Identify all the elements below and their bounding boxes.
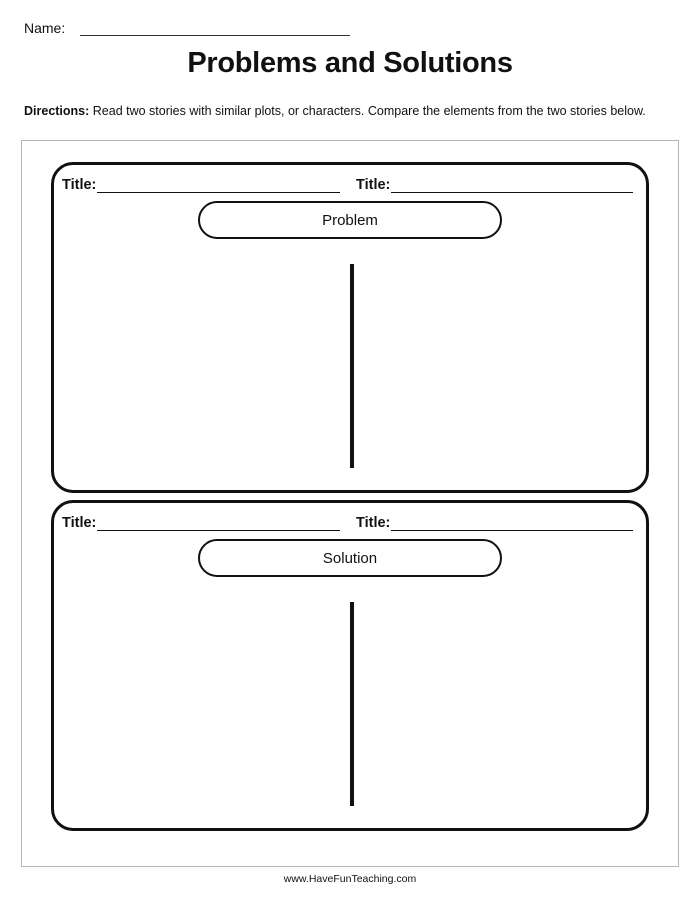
problem-heading: Problem [198,201,502,239]
page-title: Problems and Solutions [187,47,513,79]
story2-title-field[interactable] [356,177,633,193]
directions-text: Read two stories with similar plots, or characters. Compare the elements from the two stories below. [89,104,646,118]
directions-label: Directions: [24,104,90,118]
title-label: Title: [356,515,391,531]
story2-title-field[interactable] [356,515,633,531]
title-label: Title: [62,177,97,193]
directions [24,104,676,119]
panel-divider [350,264,354,468]
name-line[interactable] [80,35,350,36]
title-line[interactable] [97,178,340,193]
title-line[interactable] [97,516,340,531]
footer-website: www.HaveFunTeaching.com [283,873,417,885]
story1-title-field[interactable] [62,177,340,193]
story1-title-field[interactable] [62,515,340,531]
title-line[interactable] [391,178,633,193]
title-label: Title: [62,515,97,531]
solution-panel [51,500,649,831]
title-line[interactable] [391,516,633,531]
solution-heading: Solution [198,539,502,577]
name-label: Name: [24,20,66,36]
problem-panel [51,162,649,493]
panel-divider [350,602,354,806]
title-label: Title: [356,177,391,193]
